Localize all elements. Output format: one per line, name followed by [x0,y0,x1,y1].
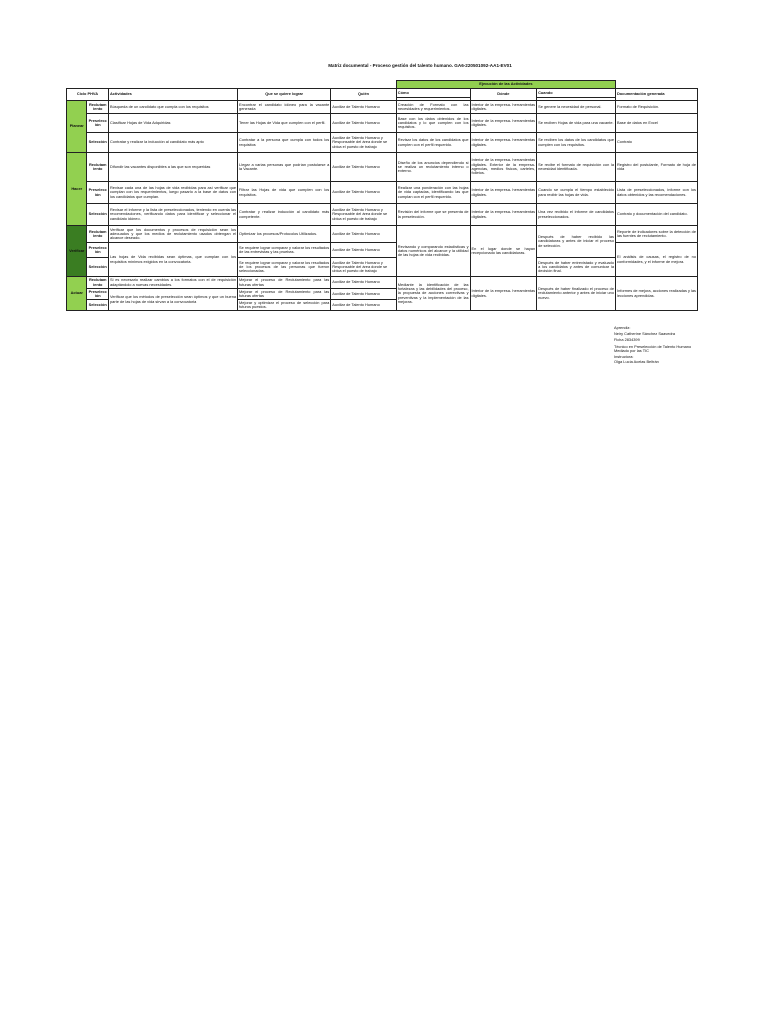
table-cell: Interior de la empresa- herramientas digitales. [470,133,537,153]
instructor-label: Instructora: [614,354,634,360]
table-cell: Auxiliar de Talento Humano y Responsable del área donde se ubica el puesto de trabajo [331,204,397,226]
table-cell: Tener las Hojas de Vida que cumplen con el perfil. [238,114,331,133]
phase-planear: Planear [67,101,87,153]
sub-reclutamiento: Reclutamiento [87,101,109,114]
header-cuando: Cuando [537,89,616,98]
table-cell: Realizar una ponderación con las hojas de vida captadas, identificando las que cumplan con el perfil requerido. [396,182,470,204]
table-cell: Revisión del informe que se presenta de la preselección. [396,204,470,226]
table-cell: Verificar que los métodos de preselección sean óptimos y que un buena parte de las hojas de vida sirvan a la convocatoria [108,289,237,311]
table-cell: Se requiere lograr comparar y valorar los resultados de las entrevistas y las pruebas. [238,243,331,258]
execution-header-row [67,81,698,89]
sub-preseleccion: Preselección [88,288,107,298]
table-cell: Diseño de los anuncios dependiendo si se realiza un reclutamiento interno o externo. [396,153,470,182]
sub-preseleccion: Preselección [87,243,109,258]
table-cell: Contrato y documentación del candidato. [616,204,698,226]
table-cell: Mejorar y optimizar el proceso de selección para futuros puestos. [239,299,330,309]
table-cell: Interior de la empresa- herramientas digitales. [470,101,537,114]
table-row [67,182,698,204]
table-cell: Auxiliar de Talento Humano [331,226,397,243]
table-cell: Mejorar el proceso de Reclutamiento para las futuras ofertas [239,277,330,287]
sub-reclutamiento: Reclutamiento [88,277,107,287]
table-cell: Interior de la empresa- herramientas digitales. [470,114,537,133]
table-cell: Optimizar los procesos/Protocolos Utilizados. [238,226,331,243]
table-row [67,133,698,153]
table-cell: Encontrar el candidato idóneo para la vacante generada [238,101,331,114]
table-cell: Auxiliar de Talento Humano [331,277,397,289]
sub-preseleccion: Preselección [87,182,109,204]
table-row [67,204,698,226]
table-cell: Se genere la necesidad de personal. [537,101,616,114]
table-cell: Auxiliar de Talento Humano y Responsable del área donde se ubica el puesto de trabajo [331,258,397,277]
table-cell: Reporte de indicadores sobre la detección de las fuentes de reclutamiento. [616,226,698,243]
table-cell: Interior de la empresa- herramientas digitales. [470,277,537,311]
credits-block [614,326,694,366]
table-cell: Revisar cada una de las hojas de vida recibidas para así verificar que cumplan con los requerimientos, luego pasarlo a la base de datos con los candidatos que cumplan. [108,182,237,204]
table-cell: Auxiliar de Talento Humano [331,300,397,311]
table-cell: Creación de Formato con las necesidades y requerimientos. [396,101,470,114]
table-cell: Cuando se cumpla el tiempo establecido para recibir las hojas de vida. [537,182,616,204]
table-cell: Revisar el informe y la lista de preseleccionados, teniendo en cuenta las recomendaciones, verificando datos para identificar y seleccionar el candidato idóneo. [108,204,237,226]
sub-reclutamiento: Reclutamiento [87,153,109,182]
aprendiz-label: Aprendiz: [614,325,631,330]
sub-reclutamiento: Reclutamiento [87,226,109,243]
table-cell: Clasificar Hojas de Vida Adquiridas [108,114,237,133]
header-documentacion-generada: Documentación generada [616,89,698,101]
table-cell: Formato de Requisición. [616,101,698,114]
table-cell: Si es necesario realizar cambios a los formatos con el de requisición adaptándolo a nuevas necesidades. [109,277,237,287]
table-cell: Registro del postulante, Formato de hoja de vida [616,153,698,182]
table-cell: El análisis de causas, el registro de no conformidades, y el informe de mejora. [616,243,698,277]
table-cell: Contrato [616,133,698,153]
table-row [67,153,698,182]
table-cell: Auxiliar de Talento Humano [331,101,397,114]
header-donde: Dónde [470,89,537,101]
table-cell: Informes de mejora, acciones realizadas y las lecciones aprendidas. [616,277,698,311]
execution-header: Ejecución de las Actividades [396,81,615,89]
table-cell: Auxiliar de Talento Humano [331,289,397,300]
table-cell: Verificar que los documentos y procesos de requisición sean los adecuados y que los medios de reclutamiento usados obtengan el alcance deseado. [108,226,237,243]
table-cell: Base con los datos obtenidos de los candidatos y lo que cumplen con los requisitos. [396,114,470,133]
program-name: Técnico en Preselección de Talento Humano Mediado por las TIC [614,343,692,354]
table-cell: Contratar y realizar la inducción al candidato más apto [108,133,237,153]
table-cell: Se requiere lograr comparar y valorar los resultados de los procesos de las personas que fueron seleccionadas. [238,258,331,277]
table-cell: Se reciben los datos de los candidatos que cumplen con los requisitos. [537,133,616,153]
table-row [67,226,698,243]
table-row [67,101,698,114]
table-cell: Las hojas de Vida recibidas sean óptimas, que cumplan con los requisitos mínimos exigidos en la convocatoria. [108,243,237,277]
table-cell: Mejorar el proceso de Reclutamiento para las futuras ofertas [239,288,330,298]
table-cell: Lista de preseleccionados, informe con los datos obtenidos y las recomendaciones. [616,182,698,204]
sub-seleccion: Selección [87,133,109,153]
sub-preseleccion: Preselección [87,114,109,133]
table-cell: Contratar a la persona que cumpla con todos los requisitos [238,133,331,153]
table-row [67,277,698,289]
table-cell: Auxiliar de Talento Humano [331,114,397,133]
table-cell: Se reciben Hojas de vida para una vacante. [537,114,616,133]
table-cell: Después de haber entrevistado y evaluado a los candidatos y antes de comunicar la decisión final. [537,258,616,277]
table-cell: Difundir las vacantes disponibles a las que son requeridas [108,153,237,182]
table-cell: Base de datos en Excel [616,114,698,133]
header-quien: Quién [331,89,397,101]
column-header-row [67,89,698,98]
ficha-number: Ficha 2834399 [614,337,640,343]
table-cell: Después de haber recibido las candidaturas y antes de iniciar el proceso de selección. [537,226,616,258]
table-row [67,114,698,133]
table-cell: Auxiliar de Talento Humano y Responsable del área donde se ubica el puesto de trabajo [331,133,397,153]
table-cell: Búsqueda de un candidato que cumpla con los requisitos [108,101,237,114]
table-cell: En el lugar donde se hayan recepcionado las candidaturas. [470,226,537,277]
table-cell: Mediante la identificación de las fortalezas y las debilidades del proceso, la propuesta de acciones correctivas y preventivas y la implementación de las mejoras. [396,277,470,311]
aprendiz-name: Neiry Catherine Sánchez Saavedra [614,331,675,337]
phase-verificar: Verificar [67,226,87,277]
documentary-matrix [66,80,698,311]
header-ciclo-phva: Ciclo PHVA [67,89,109,101]
table-cell: Interior de la empresa- herramientas digitales. [470,204,537,226]
header-que-se-quiere-lograr: Que se quiere lograr [238,89,331,101]
instructor-name: Olga Lucía Acelas Beltrán [614,358,659,364]
phase-hacer: Hacer [67,153,87,226]
document-title: Matriz documental - Proceso gestión del talento humano. GA6-220501092-AA1-EV01 [328,63,512,68]
table-cell: Contratar y realizar inducción al candidato más competente. [238,204,331,226]
phase-actuar: Actuar [67,277,87,311]
table-cell: Auxiliar de Talento Humano [331,182,397,204]
table-cell: Auxiliar de Talento Humano [331,153,397,182]
header-como: Cómo [396,89,470,98]
table-cell: Revisando y comparando estadísticas y datos numéricos del alcance y la utilidad de las hojas de vida recibidas. [396,226,470,277]
table-cell: Interior de la empresa- herramientas digitales. Exterior de la empresa- agencias, medios físicos, carteles, folletos. [470,153,537,182]
table-cell: Llegar a varias personas que podrían postularse a la Vacante. [238,153,331,182]
sub-seleccion: Selección [87,204,109,226]
table-cell: Interior de la empresa- herramientas digitales. [470,182,537,204]
table-cell: Se recibe el formato de requisición con la necesidad identificada. [537,153,616,182]
table-cell: Después de haber finalizado el proceso de reclutamiento anterior y antes de iniciar uno nuevo. [537,277,616,311]
table-cell: Filtrar las Hojas de vida que cumplen con los requisitos. [238,182,331,204]
table-cell: Una vez recibido el informe de candidatos preseleccionados. [537,204,616,226]
header-actividades: Actividades [108,89,237,101]
table-cell: Auxiliar de Talento Humano [331,243,397,258]
sub-seleccion: Selección [87,258,109,277]
table-cell: Revisar los datos de los candidatos que cumplen con el perfil requerido. [396,133,470,153]
sub-seleccion: Selección [87,300,109,311]
